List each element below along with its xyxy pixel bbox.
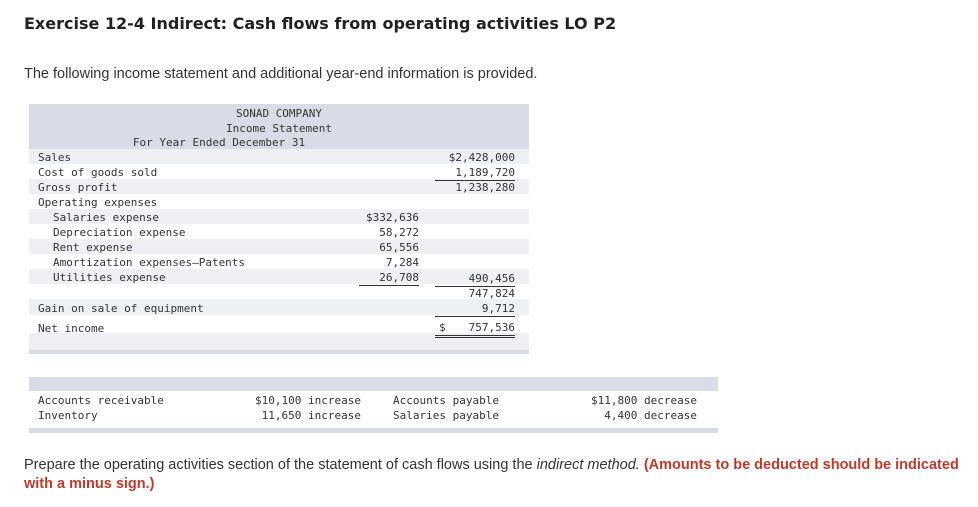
info-value-accounts-payable: $11,800 decrease <box>591 394 697 407</box>
row-label-amortization: Amortization expenses—Patents <box>53 256 246 269</box>
value-utilities: 26,708 <box>359 270 419 286</box>
statement-bottom-bar <box>29 350 529 354</box>
info-value-inventory: 11,650 increase <box>261 409 361 422</box>
info-label-accounts-receivable: Accounts receivable <box>38 394 164 407</box>
row-label-gain: Gain on sale of equipment <box>38 302 204 315</box>
statement-name: Income Statement <box>226 122 332 135</box>
value-cogs: 1,189,720 <box>435 165 515 181</box>
row-label-utilities: Utilities expense <box>53 271 166 284</box>
intro-text: The following income statement and additional year-end information is provided. <box>24 66 538 82</box>
value-total-operating-expenses: 490,456 <box>435 271 515 287</box>
instructions <box>24 456 974 494</box>
info-label-inventory: Inventory <box>38 409 98 422</box>
row-label-operating-expenses: Operating expenses <box>38 196 158 209</box>
value-operating-income: 747,824 <box>468 287 515 300</box>
value-gain: 9,712 <box>435 301 515 317</box>
value-rent: 65,556 <box>379 241 419 254</box>
info-top-bar <box>29 377 718 391</box>
income-statement-table <box>29 104 529 354</box>
row-label-salaries: Salaries expense <box>53 211 159 224</box>
row-label-sales: Sales <box>38 151 72 164</box>
row-label-net-income: Net income <box>38 322 105 335</box>
instructions-method: indirect method. <box>536 457 640 473</box>
info-label-accounts-payable: Accounts payable <box>393 394 499 407</box>
row-label-depreciation: Depreciation expense <box>53 226 186 239</box>
value-salaries: $332,636 <box>366 211 419 224</box>
additional-info-table <box>29 377 718 435</box>
info-label-salaries-payable: Salaries payable <box>393 409 499 422</box>
statement-period: For Year Ended December 31 <box>132 136 306 149</box>
info-value-salaries-payable: 4,400 decrease <box>604 409 697 422</box>
exercise-title: Exercise 12-4 Indirect: Cash flows from operating activities LO P2 <box>24 14 617 33</box>
info-value-accounts-receivable: $10,100 increase <box>255 394 361 407</box>
row-label-cogs: Cost of goods sold <box>38 166 158 179</box>
value-depreciation: 58,272 <box>379 226 419 239</box>
net-income-dollar-sign: $ <box>439 321 446 334</box>
value-gross-profit: 1,238,280 <box>455 181 515 194</box>
company-name: SONAD COMPANY <box>235 107 323 120</box>
info-bottom-bar <box>29 428 718 433</box>
instructions-required-note: (Amounts to be deducted should be indicated with a minus sign.) <box>24 457 959 492</box>
value-sales: $2,428,000 <box>448 151 515 164</box>
instructions-text: Prepare the operating activities section of the statement of cash flows using the <box>24 457 537 473</box>
row-label-rent: Rent expense <box>53 241 133 254</box>
value-amortization: 7,284 <box>385 256 419 269</box>
row-label-gross-profit: Gross profit <box>38 181 118 194</box>
statement-header <box>29 104 529 149</box>
value-net-income: 757,536 <box>435 320 515 338</box>
